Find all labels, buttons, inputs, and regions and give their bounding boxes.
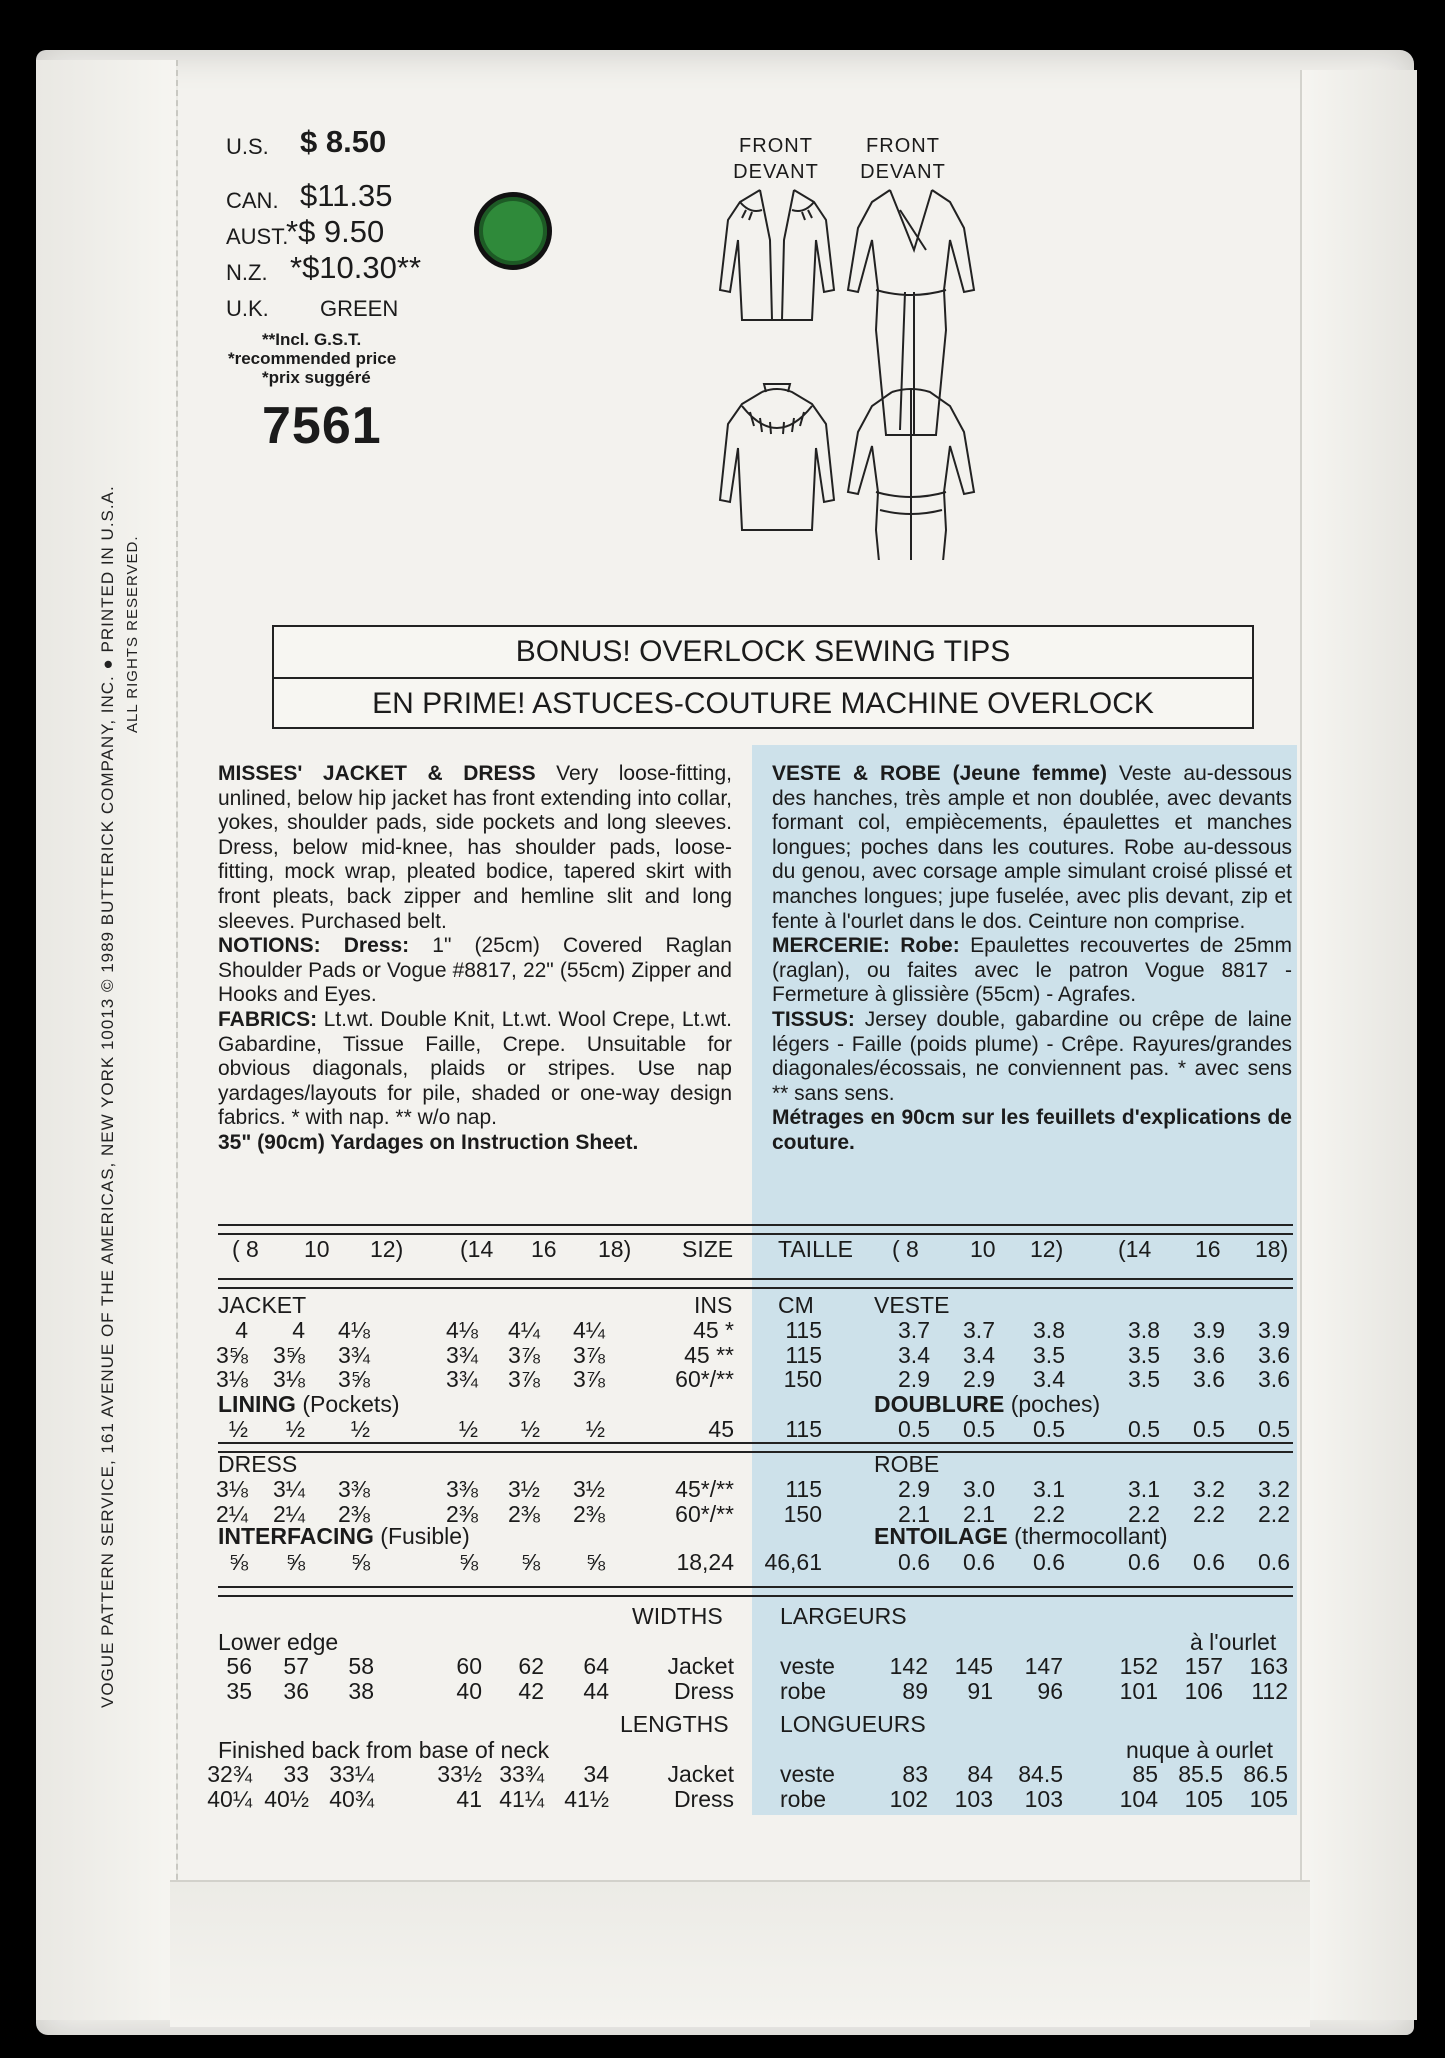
widths-title: WIDTHS [632, 1603, 723, 1629]
jacket-row-2-ins: 60*/** [675, 1366, 734, 1392]
entoilage-sub: (thermocollant) [1014, 1523, 1168, 1549]
width-row-0-cm-1: 145 [954, 1653, 993, 1679]
width-row-0-val-3: 60 [456, 1653, 482, 1679]
length-row-1-val-1: 40½ [264, 1786, 309, 1812]
widths-sub-en: Lower edge [218, 1629, 339, 1655]
interfacing-row-m-4: 0.6 [1193, 1549, 1225, 1575]
dress-row-1-ins: 60*/** [675, 1500, 734, 1527]
size-right-2: 10 [970, 1236, 996, 1262]
size-left-1: ( 8 [232, 1236, 259, 1262]
width-row-1-val-1: 36 [283, 1678, 309, 1704]
dress-row-1-m-1: 2.1 [963, 1500, 995, 1527]
length-row-0-val-0: 32¾ [207, 1761, 252, 1787]
length-row-0-fr: veste [780, 1761, 835, 1787]
jacket-row-0-cm: 115 [785, 1317, 822, 1343]
size-right-1: ( 8 [892, 1236, 919, 1262]
dress-row-0-yd-1: 3¼ [273, 1476, 305, 1502]
dress-row-1-yd-5: 2⅜ [573, 1500, 605, 1527]
jacket-row-1-m-2: 3.5 [1033, 1341, 1065, 1368]
width-row-0-cm-0: 142 [889, 1653, 928, 1679]
width-row-0-val-1: 57 [283, 1653, 309, 1679]
mercerie-label: MERCERIE: Robe: [772, 934, 960, 958]
pattern-number: 7561 [262, 397, 382, 455]
size-label: SIZE [682, 1236, 734, 1262]
interfacing-row-m-0: 0.6 [898, 1549, 930, 1575]
jacket-row-1-m-5: 3.6 [1258, 1341, 1290, 1368]
length-row-1-cm-4: 105 [1184, 1786, 1223, 1812]
dress-row-0-ins: 45*/** [675, 1476, 734, 1502]
length-row-0-cm-2: 84.5 [1018, 1761, 1063, 1787]
description-en [218, 762, 732, 1156]
width-row-1-cm-3: 101 [1119, 1678, 1158, 1704]
length-row-1-cm-0: 102 [889, 1786, 928, 1812]
ins-label: INS [694, 1292, 733, 1318]
jacket-row-0-yd-1: 4 [292, 1317, 305, 1343]
interfacing-row-yd-0: ⅝ [228, 1549, 248, 1575]
length-row-0-cm-1: 84 [967, 1761, 993, 1787]
dress-row-1-m-2: 2.2 [1033, 1500, 1065, 1527]
dress-row-1-m-4: 2.2 [1193, 1500, 1225, 1527]
interfacing-row-yd-5: ⅝ [585, 1549, 605, 1575]
veste-label: VESTE [874, 1292, 950, 1318]
jacket-row-0-m-4: 3.9 [1193, 1317, 1225, 1343]
jacket-row-1-m-4: 3.6 [1193, 1341, 1225, 1368]
jacket-row-2-m-2: 3.4 [1033, 1366, 1065, 1392]
price-value-us: $ 8.50 [300, 124, 387, 159]
jacket-row-1-m-1: 3.4 [963, 1341, 995, 1368]
lining-row-m-1: 0.5 [963, 1416, 995, 1442]
price-country-aust: AUST. [226, 224, 289, 249]
mercerie-text: Epaulettes recouvertes de 25mm (raglan), ou faites avec le patron Vogue 8817 - Fermeture à glissière (55cm) - Agrafes. [772, 934, 1292, 1007]
length-row-1-val-5: 41½ [564, 1786, 609, 1812]
length-row-1-val-3: 41 [456, 1786, 482, 1812]
dress-row-0-m-0: 2.9 [898, 1476, 930, 1502]
jacket-row-2-m-3: 3.5 [1128, 1366, 1160, 1392]
jacket-row-1-m-0: 3.4 [898, 1341, 930, 1368]
largeurs-title: LARGEURS [780, 1603, 907, 1629]
publisher-address: VOGUE PATTERN SERVICE, 161 AVENUE OF THE AMERICAS, NEW YORK 10013 © 1989 BUTTERICK COMPANY, INC. ● PRINTED IN U.S.A. [98, 485, 117, 1708]
description-fr [772, 762, 1292, 1156]
widths-sub-fr: à l'ourlet [1190, 1629, 1277, 1655]
lining-label [218, 1392, 399, 1416]
jacket-row-0-m-3: 3.8 [1128, 1317, 1160, 1343]
size-left-5: 16 [531, 1236, 557, 1262]
fabrics-label: FABRICS: [218, 1007, 318, 1031]
size-left-2: 10 [304, 1236, 330, 1262]
length-row-0-val-5: 34 [583, 1761, 609, 1787]
dress-row-0-m-5: 3.2 [1258, 1476, 1290, 1502]
yardage-note: 35" (90cm) Yardages on Instruction Sheet. [218, 1130, 639, 1154]
length-row-1-cm-1: 103 [954, 1786, 993, 1812]
length-row-1-cm-3: 104 [1119, 1786, 1158, 1812]
price-value-aust: *$ 9.50 [286, 214, 385, 249]
dress-row-0-yd-4: 3½ [508, 1476, 540, 1502]
jacket-row-0-yd-5: 4¼ [573, 1317, 605, 1343]
size-right-5: 16 [1195, 1236, 1221, 1262]
notions-label: NOTIONS: Dress: [218, 934, 410, 958]
length-row-1-cm-5: 105 [1249, 1786, 1288, 1812]
dress-row-0-yd-2: 3⅜ [338, 1476, 370, 1502]
description-en-title: MISSES' JACKET & DRESS [218, 762, 536, 785]
interfacing-row-ins: 18,24 [676, 1549, 734, 1575]
jacket-row-2-yd-3: 3¾ [446, 1366, 478, 1392]
width-row-1-val-2: 38 [348, 1678, 374, 1704]
width-row-0-en: Jacket [667, 1653, 734, 1679]
jacket-row-0-m-2: 3.8 [1033, 1317, 1065, 1343]
jacket-row-0-yd-2: 4⅛ [338, 1317, 370, 1343]
doublure-label-text: DOUBLURE [874, 1391, 1005, 1417]
jacket-row-2-yd-2: 3⅝ [338, 1366, 370, 1392]
dress-row-0-m-3: 3.1 [1128, 1476, 1160, 1502]
lining-row-m-0: 0.5 [898, 1416, 930, 1442]
price-value-nz: *$10.30** [290, 250, 422, 285]
dress-row-1-m-5: 2.2 [1258, 1500, 1290, 1527]
width-row-0-val-4: 62 [518, 1653, 544, 1679]
jacket-row-2-yd-0: 3⅛ [216, 1366, 248, 1392]
view-label-2: FRONT DEVANT [860, 135, 946, 183]
bonus-title-fr: EN PRIME! ASTUCES-COUTURE MACHINE OVERLOCK [372, 687, 1154, 720]
interfacing-row-m-5: 0.6 [1258, 1549, 1290, 1575]
description-fr-body: Veste au-dessous des hanches, très ample et non doublée, avec devants formant col, empiècements, épaulettes et manches longues; poches dans les coutures. Robe au-dessous du genou, avec corsage ample simulant croisé plissé et manches longues; jupe fuselée, avec plis devant, zip et fente à l'ourlet dans le dos. Ceinture non comprise. [772, 762, 1292, 933]
width-row-0-val-0: 56 [226, 1653, 252, 1679]
description-en-body: Very loose-fitting, unlined, below hip jacket has front extending into collar, yokes, shoulder pads, side pockets and long sleeves. Dress, below mid-knee, has shoulder pads, loose-fitting, mock wrap, pleated bodice, tapered skirt with front pleats, back zipper and hemline slit and long sleeves. Purchased belt. [218, 762, 732, 933]
price-note-suggere: *prix suggéré [262, 368, 371, 387]
jacket-row-0-ins: 45 * [693, 1317, 734, 1343]
length-row-0-cm-4: 85.5 [1178, 1761, 1223, 1787]
jacket-row-1-yd-3: 3¾ [446, 1341, 478, 1368]
interfacing-row-m-2: 0.6 [1033, 1549, 1065, 1575]
width-row-0-cm-3: 152 [1119, 1653, 1158, 1679]
jacket-row-2-m-5: 3.6 [1258, 1366, 1290, 1392]
width-row-0-val-5: 64 [583, 1653, 609, 1679]
entoilage-label-text: ENTOILAGE [874, 1523, 1008, 1549]
length-row-0-en: Jacket [667, 1761, 734, 1787]
lining-row-yd-2: ½ [350, 1416, 370, 1442]
size-left-4: (14 [460, 1236, 494, 1262]
jacket-row-1-yd-0: 3⅝ [216, 1341, 248, 1368]
jacket-label: JACKET [218, 1292, 307, 1318]
doublure-sub: (poches) [1010, 1391, 1101, 1417]
jacket-row-1-yd-1: 3⅝ [273, 1341, 305, 1368]
tissus-text: Jersey double, gabardine ou crêpe de laine légers - Faille (poids plume) - Crêpe. Rayures/grandes diagonales/écossais, ne conviennent pas. * avec sens ** sans sens. [772, 1007, 1292, 1105]
lining-row-m-5: 0.5 [1258, 1416, 1290, 1442]
envelope-right-flap [1300, 70, 1417, 2020]
tissus-label: TISSUS: [772, 1007, 855, 1031]
length-row-1-en: Dress [673, 1786, 734, 1812]
lengths-sub-fr: nuque à ourlet [1126, 1737, 1274, 1763]
lining-row-ins: 45 [708, 1416, 734, 1442]
length-row-0-cm-3: 85 [1132, 1761, 1158, 1787]
lining-row-yd-3: ½ [458, 1416, 478, 1442]
price-note-recommended: *recommended price [228, 349, 397, 368]
table-rule-jacket [218, 1442, 1293, 1453]
metrages-note: Métrages en 90cm sur les feuillets d'explications de couture. [772, 1106, 1292, 1154]
width-row-1-cm-0: 89 [902, 1678, 928, 1704]
length-row-0-val-1: 33 [283, 1761, 309, 1787]
dress-row-0-yd-5: 3½ [573, 1476, 605, 1502]
lining-sub: (Pockets) [302, 1391, 400, 1417]
width-row-0-cm-2: 147 [1024, 1653, 1063, 1679]
jacket-row-0-yd-3: 4⅛ [446, 1317, 478, 1343]
jacket-row-2-m-0: 2.9 [898, 1366, 930, 1392]
width-row-1-cm-2: 96 [1037, 1678, 1063, 1704]
price-note-gst: **Incl. G.S.T. [262, 330, 362, 349]
dress-row-1-yd-4: 2⅜ [508, 1500, 540, 1527]
price-value-can: $11.35 [300, 178, 393, 213]
width-row-1-val-5: 44 [583, 1678, 609, 1704]
jacket-row-0-yd-4: 4¼ [508, 1317, 540, 1343]
lining-row-yd-4: ½ [520, 1416, 540, 1442]
interfacing-row-yd-4: ⅝ [520, 1549, 540, 1575]
length-row-0-val-3: 33½ [437, 1761, 482, 1787]
lining-row-yd-5: ½ [585, 1416, 605, 1442]
length-row-1-val-2: 40¾ [329, 1786, 374, 1812]
jacket-row-0-yd-0: 4 [235, 1317, 248, 1343]
lining-row-m-3: 0.5 [1128, 1416, 1160, 1442]
length-row-0-val-4: 33¾ [499, 1761, 544, 1787]
dress-row-1-yd-0: 2¼ [216, 1500, 248, 1527]
interfacing-row-yd-1: ⅝ [285, 1549, 305, 1575]
interfacing-row-m-3: 0.6 [1128, 1549, 1160, 1575]
length-row-0-cm-0: 83 [902, 1761, 928, 1787]
table-rule-top [218, 1224, 1293, 1235]
dress-row-0-yd-3: 3⅜ [446, 1476, 478, 1502]
lining-label-text: LINING [218, 1391, 296, 1417]
dress-row-1-m-3: 2.2 [1128, 1500, 1160, 1527]
jacket-row-0-m-0: 3.7 [898, 1317, 930, 1343]
dress-row-0-yd-0: 3⅛ [216, 1476, 248, 1502]
lining-row-cm: 115 [785, 1416, 822, 1442]
dress-label: DRESS [218, 1451, 298, 1477]
view-label-1: FRONT DEVANT [733, 135, 819, 183]
green-price-dot-icon [474, 192, 552, 270]
jacket-row-1-ins: 45 ** [684, 1341, 734, 1368]
interfacing-label [218, 1524, 470, 1548]
lining-row-yd-0: ½ [228, 1416, 248, 1442]
width-row-1-cm-5: 112 [1251, 1678, 1288, 1704]
doublure-label [874, 1392, 1100, 1416]
dress-row-1-yd-1: 2¼ [273, 1500, 305, 1527]
size-right-3: 12) [1030, 1236, 1064, 1262]
width-row-1-cm-4: 106 [1184, 1678, 1223, 1704]
bonus-overlock-banner [272, 625, 1254, 729]
width-row-1-val-4: 42 [518, 1678, 544, 1704]
width-row-0-fr: veste [780, 1653, 835, 1679]
size-right-4: (14 [1118, 1236, 1152, 1262]
length-row-0-cm-5: 86.5 [1243, 1761, 1288, 1787]
price-value-uk: GREEN [320, 296, 399, 321]
lining-row-m-2: 0.5 [1033, 1416, 1065, 1442]
width-row-1-en: Dress [673, 1678, 734, 1704]
jacket-row-2-m-4: 3.6 [1193, 1366, 1225, 1392]
dress-row-0-m-2: 3.1 [1033, 1476, 1065, 1502]
length-row-1-val-0: 40¼ [207, 1786, 252, 1812]
rights-reserved: ALL RIGHTS RESERVED. [124, 535, 141, 733]
jacket-row-0-m-1: 3.7 [963, 1317, 995, 1343]
jacket-row-2-cm: 150 [783, 1366, 822, 1392]
entoilage-label [874, 1524, 1168, 1548]
envelope-bottom-flap [170, 1880, 1310, 2027]
lining-row-m-4: 0.5 [1193, 1416, 1225, 1442]
jacket-row-1-yd-4: 3⅞ [508, 1341, 540, 1368]
taille-label: TAILLE [778, 1236, 853, 1262]
cm-label: CM [778, 1292, 814, 1318]
jacket-row-1-cm: 115 [785, 1341, 822, 1368]
length-row-1-cm-2: 103 [1024, 1786, 1063, 1812]
interfacing-sub: (Fusible) [380, 1523, 470, 1549]
jacket-back-sketch [720, 384, 834, 530]
jacket-row-2-yd-4: 3⅞ [508, 1366, 540, 1392]
fabrics-text: Lt.wt. Double Knit, Lt.wt. Wool Crepe, Lt.wt. Gabardine, Tissue Faille, Crepe. Unsuitable for obvious diagonals, plaids or stripes. Use nap yardages/layouts for pile, shaded or one-way design fabrics. * with nap. ** w/o nap. [218, 1007, 732, 1130]
jacket-row-2-yd-5: 3⅞ [573, 1366, 605, 1392]
size-left-3: 12) [370, 1236, 404, 1262]
dress-row-0-cm: 115 [785, 1476, 822, 1502]
dress-row-1-yd-3: 2⅜ [446, 1500, 478, 1527]
jacket-row-2-m-1: 2.9 [963, 1366, 995, 1392]
dress-row-0-m-1: 3.0 [963, 1476, 995, 1502]
description-fr-title: VESTE & ROBE (Jeune femme) [772, 762, 1107, 785]
dress-row-1-m-0: 2.1 [898, 1500, 930, 1527]
longueurs-title: LONGUEURS [780, 1711, 926, 1737]
width-row-0-val-2: 58 [348, 1653, 374, 1679]
size-right-6: 18) [1255, 1236, 1289, 1262]
dress-row-1-yd-2: 2⅜ [338, 1500, 370, 1527]
jacket-row-0-m-5: 3.9 [1258, 1317, 1290, 1343]
table-rule-header [218, 1278, 1293, 1289]
dress-row-1-cm: 150 [783, 1500, 822, 1527]
jacket-row-1-m-3: 3.5 [1128, 1341, 1160, 1368]
interfacing-label-text: INTERFACING [218, 1523, 374, 1549]
interfacing-row-yd-2: ⅝ [350, 1549, 370, 1575]
width-row-0-cm-4: 157 [1184, 1653, 1223, 1679]
garment-sketches [700, 180, 990, 560]
notions-text: 1" (25cm) Covered Raglan Shoulder Pads or Vogue #8817, 22" (55cm) Zipper and Hooks and Eyes. [218, 934, 732, 1007]
lengths-title: LENGTHS [620, 1711, 729, 1737]
lining-row-yd-1: ½ [285, 1416, 305, 1442]
width-row-1-cm-1: 91 [967, 1678, 993, 1704]
lengths-sub-en: Finished back from base of neck [218, 1737, 550, 1763]
jacket-front-sketch [720, 190, 834, 320]
interfacing-row-cm: 46,61 [764, 1549, 822, 1575]
size-left-6: 18) [598, 1236, 632, 1262]
table-rule-widths [218, 1586, 1293, 1597]
width-row-1-fr: robe [780, 1678, 827, 1704]
bonus-title-en: BONUS! OVERLOCK SEWING TIPS [274, 627, 1252, 679]
length-row-0-val-2: 33¼ [329, 1761, 374, 1787]
width-row-1-val-0: 35 [226, 1678, 252, 1704]
interfacing-row-yd-3: ⅝ [458, 1549, 478, 1575]
price-country-can: CAN. [226, 188, 279, 213]
jacket-row-1-yd-5: 3⅞ [573, 1341, 605, 1368]
robe-label: ROBE [874, 1451, 940, 1477]
width-row-1-val-3: 40 [456, 1678, 482, 1704]
dress-back-sketch [848, 389, 974, 560]
length-row-1-fr: robe [780, 1786, 827, 1812]
jacket-row-1-yd-2: 3¾ [338, 1341, 370, 1368]
price-country-nz: N.Z. [226, 260, 268, 285]
dress-row-0-m-4: 3.2 [1193, 1476, 1225, 1502]
length-row-1-val-4: 41¼ [499, 1786, 544, 1812]
jacket-row-2-yd-1: 3⅛ [273, 1366, 305, 1392]
width-row-0-cm-5: 163 [1249, 1653, 1288, 1679]
price-country-us: U.S. [226, 134, 269, 159]
price-country-uk: U.K. [226, 296, 269, 321]
interfacing-row-m-1: 0.6 [963, 1549, 995, 1575]
